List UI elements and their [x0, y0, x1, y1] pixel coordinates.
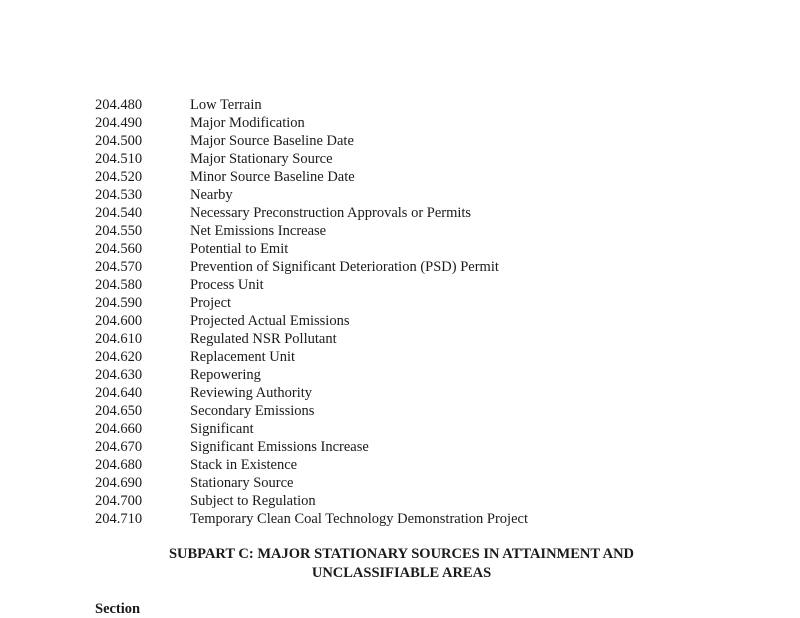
section-row — [95, 456, 715, 474]
section-row — [95, 384, 715, 402]
section-row — [95, 240, 715, 258]
section-number: 204.560 — [95, 241, 143, 257]
section-title: Replacement Unit — [190, 349, 296, 365]
section-number: 204.650 — [95, 403, 143, 419]
section-row — [95, 168, 715, 186]
section-title: Major Source Baseline Date — [190, 133, 354, 149]
section-title: Nearby — [190, 187, 233, 203]
section-number: 204.680 — [95, 457, 143, 473]
section-title: Process Unit — [190, 277, 264, 293]
section-row — [95, 438, 715, 456]
section-number: 204.620 — [95, 349, 143, 365]
section-title: Low Terrain — [190, 97, 262, 113]
section-title: Prevention of Significant Deterioration (PSD) Permit — [190, 259, 499, 275]
section-row — [95, 348, 715, 366]
section-title: Stationary Source — [190, 475, 294, 491]
section-row — [95, 204, 715, 222]
section-number: 204.660 — [95, 421, 143, 437]
section-title: Net Emissions Increase — [190, 223, 327, 239]
section-number: 204.490 — [95, 115, 143, 131]
section-title: Minor Source Baseline Date — [190, 169, 355, 185]
section-title: Secondary Emissions — [190, 403, 315, 419]
section-title: Subject to Regulation — [190, 493, 316, 509]
section-number: 204.690 — [95, 475, 143, 491]
section-number: 204.570 — [95, 259, 143, 275]
section-number: 204.510 — [95, 151, 143, 167]
subpart-heading — [100, 545, 703, 583]
section-row — [95, 402, 715, 420]
section-number: 204.590 — [95, 295, 143, 311]
section-number: 204.540 — [95, 205, 143, 221]
section-row — [95, 96, 715, 114]
section-number: 204.480 — [95, 97, 143, 113]
section-title: Major Modification — [190, 115, 305, 131]
section-number: 204.550 — [95, 223, 143, 239]
section-row — [95, 510, 715, 528]
section-row — [95, 420, 715, 438]
section-row — [95, 150, 715, 168]
section-column-label: Section — [95, 601, 141, 617]
section-list — [95, 96, 715, 528]
section-title: Regulated NSR Pollutant — [190, 331, 337, 347]
section-row — [95, 114, 715, 132]
section-title: Major Stationary Source — [190, 151, 333, 167]
section-number: 204.610 — [95, 331, 143, 347]
section-row — [95, 276, 715, 294]
section-number: 204.530 — [95, 187, 143, 203]
section-title: Projected Actual Emissions — [190, 313, 350, 329]
section-row — [95, 222, 715, 240]
section-number: 204.700 — [95, 493, 143, 509]
section-title: Reviewing Authority — [190, 385, 313, 401]
section-number: 204.520 — [95, 169, 143, 185]
section-number: 204.580 — [95, 277, 143, 293]
section-number: 204.600 — [95, 313, 143, 329]
section-title: Repowering — [190, 367, 261, 383]
section-row — [95, 258, 715, 276]
section-row — [95, 330, 715, 348]
section-title: Significant — [190, 421, 254, 437]
section-number: 204.630 — [95, 367, 143, 383]
section-title: Project — [190, 295, 232, 311]
section-row — [95, 186, 715, 204]
section-number: 204.500 — [95, 133, 143, 149]
subpart-heading-line-1: SUBPART C: MAJOR STATIONARY SOURCES IN ATTAINMENT AND — [168, 546, 635, 562]
section-number: 204.670 — [95, 439, 143, 455]
section-title: Potential to Emit — [190, 241, 289, 257]
section-row — [95, 492, 715, 510]
section-row — [95, 132, 715, 150]
section-title: Temporary Clean Coal Technology Demonstration Project — [190, 511, 528, 527]
subpart-heading-line-2: UNCLASSIFIABLE AREAS — [311, 565, 492, 581]
section-row — [95, 294, 715, 312]
section-row — [95, 366, 715, 384]
section-title: Stack in Existence — [190, 457, 298, 473]
section-title: Significant Emissions Increase — [190, 439, 369, 455]
section-number: 204.640 — [95, 385, 143, 401]
section-row — [95, 312, 715, 330]
section-row — [95, 474, 715, 492]
section-title: Necessary Preconstruction Approvals or Permits — [190, 205, 472, 221]
section-number: 204.710 — [95, 511, 143, 527]
